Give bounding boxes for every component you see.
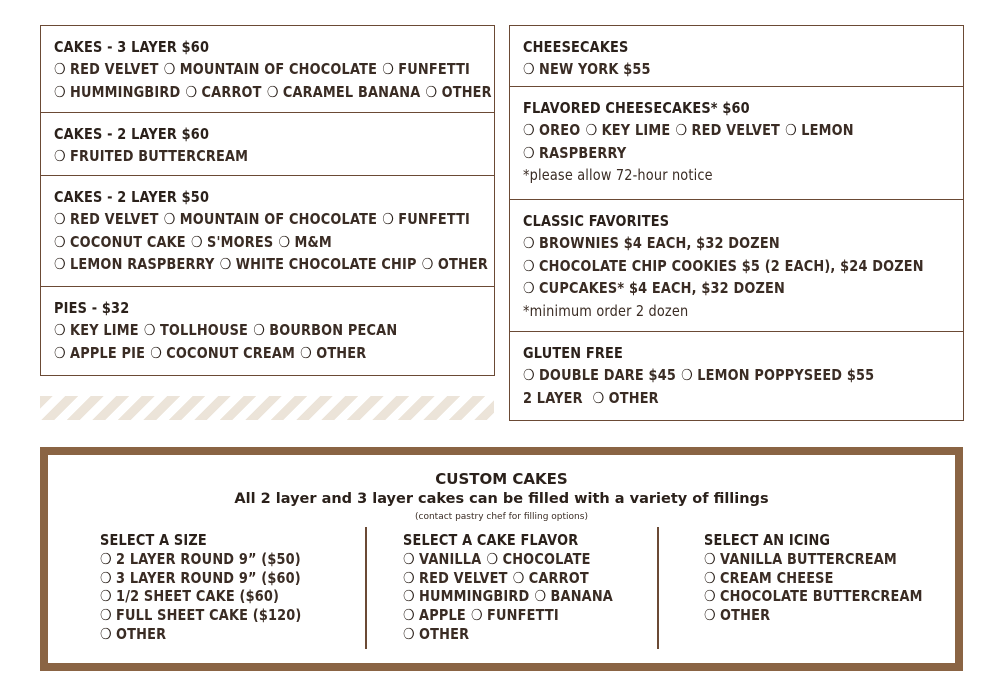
option-label: APPLE PIE (70, 343, 146, 362)
option-item[interactable] (403, 550, 481, 568)
radio-circle-icon[interactable]: ❍ (143, 321, 156, 340)
radio-circle-icon[interactable]: ❍ (421, 255, 434, 274)
section-title: CAKES - 2 LAYER $60 (54, 125, 210, 143)
option-line (403, 625, 613, 644)
radio-circle-icon[interactable]: ❍ (592, 388, 605, 407)
section-note: *please allow 72-hour notice (523, 166, 713, 185)
column-icing (704, 531, 958, 625)
radio-circle-icon[interactable]: ❍ (100, 549, 112, 568)
option-label: OTHER (720, 606, 771, 625)
option-label: VANILLA (419, 549, 482, 568)
radio-circle-icon[interactable]: ❍ (403, 587, 415, 606)
radio-circle-icon[interactable]: ❍ (54, 343, 66, 362)
option-item[interactable] (300, 344, 366, 362)
section-cakes-2-layer-60 (41, 113, 494, 176)
radio-circle-icon[interactable]: ❍ (523, 256, 535, 275)
option-label: OTHER (419, 624, 470, 643)
custom-cakes-subtitle: All 2 layer and 3 layer cakes can be filled with a variety of fillings (234, 491, 769, 507)
radio-circle-icon[interactable]: ❍ (190, 232, 203, 251)
radio-circle-icon[interactable]: ❍ (185, 82, 198, 101)
option-line (100, 569, 301, 588)
option-item[interactable] (523, 257, 924, 275)
option-label: RASPBERRY (539, 143, 627, 162)
option-line (523, 364, 890, 386)
option-item[interactable] (675, 121, 780, 139)
section-title: GLUTEN FREE (523, 344, 623, 362)
option-item[interactable] (185, 83, 261, 101)
option-label: KEY LIME (601, 121, 671, 140)
option-label: NEW YORK $55 (539, 60, 651, 79)
left-menu-box (40, 25, 495, 376)
option-label: OTHER (316, 343, 367, 362)
option-item[interactable] (54, 83, 180, 101)
option-label: MOUNTAIN OF CHOCOLATE (179, 60, 378, 79)
column-title: SELECT A SIZE (100, 531, 207, 549)
option-label: COCONUT CREAM (166, 343, 295, 362)
option-item[interactable] (382, 210, 470, 228)
radio-circle-icon[interactable]: ❍ (100, 606, 112, 625)
option-label: CARROT (201, 82, 262, 101)
radio-circle-icon[interactable]: ❍ (512, 568, 525, 587)
option-label: OTHER (608, 388, 659, 407)
custom-cakes-note: (contact pastry chef for filling options) (415, 512, 588, 522)
radio-circle-icon[interactable]: ❍ (54, 255, 66, 274)
option-label: 2 LAYER ROUND 9” ($50) (116, 549, 301, 568)
option-label: KEY LIME (70, 321, 139, 340)
option-item[interactable] (471, 606, 559, 624)
option-label: M&M (294, 232, 332, 251)
option-item[interactable] (382, 60, 470, 78)
radio-circle-icon[interactable]: ❍ (219, 255, 232, 274)
section-pies (41, 287, 494, 370)
option-item[interactable] (54, 321, 139, 339)
option-label: RED VELVET (419, 568, 508, 587)
radio-circle-icon[interactable]: ❍ (163, 210, 176, 229)
option-line (100, 606, 301, 625)
section-flavored-cheesecakes (510, 87, 963, 200)
option-item[interactable] (426, 83, 492, 101)
option-label: CHOCOLATE BUTTERCREAM (720, 587, 923, 606)
option-item[interactable] (704, 606, 770, 624)
option-item[interactable] (704, 587, 923, 605)
option-item[interactable] (513, 569, 589, 587)
radio-circle-icon[interactable]: ❍ (785, 121, 797, 140)
option-label: OREO (539, 121, 581, 140)
option-line (523, 232, 890, 254)
option-label: FUNFETTI (487, 606, 559, 625)
option-label: OTHER (116, 624, 167, 643)
option-item[interactable] (403, 569, 508, 587)
option-label: LEMON RASPBERRY (70, 255, 215, 274)
radio-circle-icon[interactable]: ❍ (704, 568, 716, 587)
option-line (523, 387, 890, 409)
option-label: VANILLA BUTTERCREAM (720, 549, 897, 568)
custom-cakes-title: CUSTOM CAKES (435, 470, 568, 488)
radio-circle-icon[interactable]: ❍ (54, 232, 66, 251)
option-line (54, 81, 492, 103)
section-cheesecakes (510, 26, 963, 87)
option-label: WHITE CHOCOLATE CHIP (235, 255, 417, 274)
option-line (54, 253, 489, 275)
option-label: LEMON POPPYSEED $55 (697, 366, 875, 385)
option-item[interactable] (54, 233, 186, 251)
radio-circle-icon[interactable]: ❍ (54, 321, 66, 340)
option-item[interactable] (54, 210, 159, 228)
option-line (54, 208, 471, 230)
column-divider (365, 527, 367, 649)
option-label: 1/2 SHEET CAKE ($60) (116, 587, 280, 606)
right-menu-box (509, 25, 964, 421)
option-line (704, 569, 923, 588)
radio-circle-icon[interactable]: ❍ (54, 82, 66, 101)
option-label: BROWNIES $4 EACH, $32 DOZEN (539, 234, 780, 253)
section-title: CHEESECAKES (523, 38, 629, 56)
option-item[interactable] (586, 121, 671, 139)
option-item[interactable] (100, 606, 301, 624)
option-label: HUMMINGBIRD (70, 82, 181, 101)
option-label: CUPCAKES* $4 EACH, $32 DOZEN (539, 279, 786, 298)
option-item[interactable] (100, 550, 301, 568)
option-label: FULL SHEET CAKE ($120) (116, 606, 302, 625)
option-label: COCONUT CAKE (70, 232, 186, 251)
option-line (100, 625, 301, 644)
radio-circle-icon[interactable]: ❍ (585, 121, 598, 140)
option-line (704, 606, 923, 625)
option-label: FRUITED BUTTERCREAM (70, 147, 249, 166)
radio-circle-icon[interactable]: ❍ (523, 279, 535, 298)
radio-circle-icon[interactable]: ❍ (382, 60, 394, 79)
option-group (593, 389, 659, 407)
radio-circle-icon[interactable]: ❍ (100, 624, 112, 643)
option-item[interactable] (681, 366, 874, 384)
radio-circle-icon[interactable]: ❍ (278, 232, 291, 251)
option-line (704, 550, 923, 569)
option-item[interactable] (487, 550, 591, 568)
option-label: FUNFETTI (398, 60, 471, 79)
option-label: CARROT (528, 568, 589, 587)
section-title: PIES - $32 (54, 299, 130, 317)
option-label: MOUNTAIN OF CHOCOLATE (179, 210, 378, 229)
option-item[interactable] (54, 344, 145, 362)
custom-cakes-panel (48, 455, 955, 663)
option-label: FUNFETTI (398, 210, 471, 229)
option-line (403, 606, 613, 625)
option-item[interactable] (534, 587, 612, 605)
radio-circle-icon[interactable]: ❍ (523, 121, 535, 140)
radio-circle-icon[interactable]: ❍ (523, 234, 535, 253)
option-item[interactable] (150, 344, 295, 362)
radio-circle-icon[interactable]: ❍ (100, 587, 112, 606)
option-item[interactable] (100, 587, 279, 605)
option-item[interactable] (100, 625, 166, 643)
option-label: RED VELVET (70, 60, 159, 79)
option-item[interactable] (164, 210, 377, 228)
option-item[interactable] (100, 569, 301, 587)
radio-circle-icon[interactable]: ❍ (523, 143, 535, 162)
option-item[interactable] (403, 625, 469, 643)
radio-circle-icon[interactable]: ❍ (534, 587, 547, 606)
option-label: TOLLHOUSE (159, 321, 249, 340)
option-item[interactable] (704, 550, 897, 568)
decorative-stripes (40, 396, 494, 420)
section-gluten-free (510, 332, 963, 415)
option-line (54, 342, 421, 364)
option-item[interactable] (523, 279, 785, 297)
radio-circle-icon[interactable]: ❍ (163, 60, 176, 79)
option-line (523, 142, 890, 164)
section-cakes-3-layer (41, 26, 494, 113)
column-size (100, 531, 334, 644)
option-label: CREAM CHEESE (720, 568, 834, 587)
option-item[interactable] (403, 587, 529, 605)
radio-circle-icon[interactable]: ❍ (523, 366, 535, 385)
section-title: FLAVORED CHEESECAKES* $60 (523, 99, 750, 117)
option-item[interactable] (422, 255, 488, 273)
section-cakes-2-layer-50 (41, 176, 494, 287)
option-item[interactable] (523, 234, 780, 252)
option-label: HUMMINGBIRD (419, 587, 530, 606)
option-item[interactable] (523, 144, 626, 162)
radio-circle-icon[interactable]: ❍ (54, 210, 66, 229)
radio-circle-icon[interactable]: ❍ (266, 82, 279, 101)
option-line (403, 550, 613, 569)
option-label: CHOCOLATE CHIP COOKIES $5 (2 EACH), $24 DOZEN (539, 256, 924, 275)
radio-circle-icon[interactable]: ❍ (403, 624, 415, 643)
column-divider (657, 527, 659, 649)
option-item[interactable] (403, 606, 466, 624)
option-label: DOUBLE DARE $45 (539, 366, 676, 385)
radio-circle-icon[interactable]: ❍ (54, 60, 66, 79)
option-label: CHOCOLATE (502, 549, 591, 568)
radio-circle-icon[interactable]: ❍ (403, 549, 415, 568)
radio-circle-icon[interactable]: ❍ (382, 210, 394, 229)
radio-circle-icon[interactable]: ❍ (403, 606, 415, 625)
radio-circle-icon[interactable]: ❍ (253, 321, 265, 340)
option-label: S'MORES (207, 232, 274, 251)
option-item[interactable] (253, 321, 397, 339)
option-line (403, 569, 613, 588)
option-line (54, 231, 421, 253)
radio-circle-icon[interactable]: ❍ (486, 549, 499, 568)
option-item[interactable] (523, 366, 676, 384)
option-item[interactable] (785, 121, 854, 139)
option-line (100, 587, 301, 606)
option-item[interactable] (191, 233, 273, 251)
option-item[interactable] (523, 121, 580, 139)
option-label: OTHER (441, 82, 492, 101)
radio-circle-icon[interactable]: ❍ (300, 343, 312, 362)
option-line (403, 587, 613, 606)
option-line (54, 145, 421, 167)
radio-circle-icon[interactable]: ❍ (100, 568, 112, 587)
option-label: 3 LAYER ROUND 9” ($60) (116, 568, 301, 587)
option-item[interactable] (278, 233, 331, 251)
option-item[interactable] (220, 255, 417, 273)
option-item[interactable] (54, 147, 248, 165)
option-label: CARAMEL BANANA (282, 82, 421, 101)
option-label: BOURBON PECAN (269, 321, 398, 340)
section-classic-favorites (510, 200, 963, 332)
option-item[interactable] (54, 60, 159, 78)
option-line (523, 277, 890, 299)
radio-circle-icon[interactable]: ❍ (704, 549, 716, 568)
section-title: CAKES - 2 LAYER $50 (54, 188, 210, 206)
radio-circle-icon[interactable]: ❍ (523, 60, 535, 79)
option-label: OTHER (437, 255, 489, 274)
option-line (523, 58, 890, 80)
line-prefix: 2 LAYER (523, 388, 583, 407)
option-item[interactable] (144, 321, 248, 339)
radio-circle-icon[interactable]: ❍ (54, 147, 66, 166)
radio-circle-icon[interactable]: ❍ (704, 606, 716, 625)
option-line (100, 550, 301, 569)
option-label: APPLE (419, 606, 466, 625)
section-title: CAKES - 3 LAYER $60 (54, 38, 210, 56)
option-item[interactable] (593, 389, 659, 407)
option-item[interactable] (164, 60, 377, 78)
option-line (704, 587, 923, 606)
section-note: *minimum order 2 dozen (523, 301, 689, 320)
option-label: BANANA (550, 587, 613, 606)
column-title: SELECT A CAKE FLAVOR (403, 531, 579, 549)
option-line (54, 319, 421, 341)
radio-circle-icon[interactable]: ❍ (150, 343, 162, 362)
option-label: RED VELVET (691, 121, 781, 140)
option-item[interactable] (704, 569, 834, 587)
radio-circle-icon[interactable]: ❍ (704, 587, 716, 606)
option-line (54, 58, 471, 80)
radio-circle-icon[interactable]: ❍ (470, 606, 483, 625)
radio-circle-icon[interactable]: ❍ (675, 121, 688, 140)
section-title: CLASSIC FAVORITES (523, 212, 670, 230)
option-label: LEMON (801, 121, 854, 140)
option-line (523, 255, 924, 277)
radio-circle-icon[interactable]: ❍ (681, 366, 693, 385)
option-label: RED VELVET (70, 210, 159, 229)
option-item[interactable] (267, 83, 421, 101)
option-item[interactable] (54, 255, 215, 273)
option-line (523, 119, 890, 141)
custom-cakes-frame (40, 447, 963, 671)
column-title: SELECT AN ICING (704, 531, 831, 549)
column-flavor (403, 531, 647, 644)
radio-circle-icon[interactable]: ❍ (403, 568, 415, 587)
radio-circle-icon[interactable]: ❍ (425, 82, 438, 101)
option-item[interactable] (523, 60, 651, 78)
